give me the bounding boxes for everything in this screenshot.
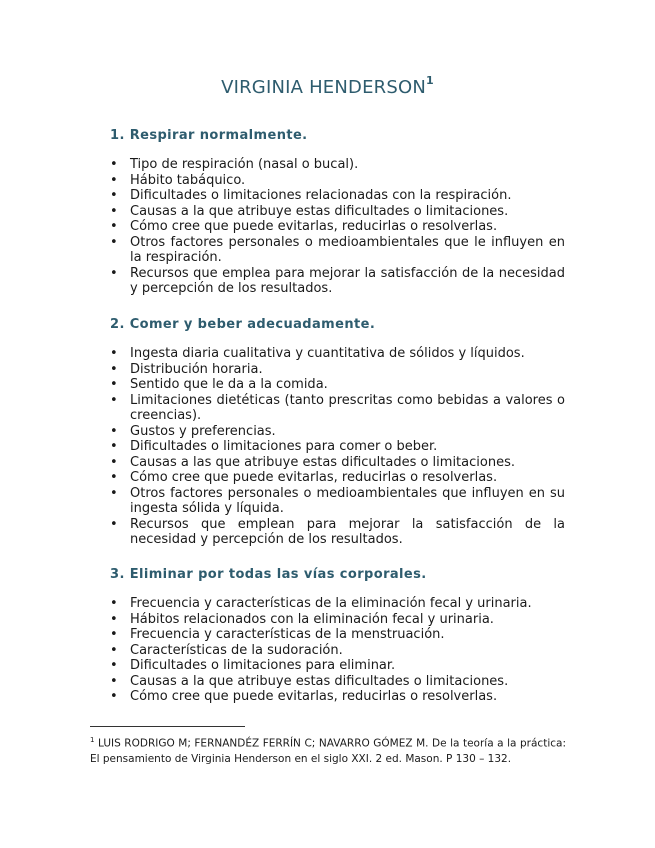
section-heading: 2. Comer y beber adecuadamente.	[110, 317, 376, 332]
list-item	[110, 439, 565, 455]
list-item	[110, 486, 565, 517]
list-item-text: Causas a la que atribuye estas dificultades o limitaciones.	[130, 673, 509, 689]
list-item	[110, 658, 565, 674]
list-item-text: Sentido que le da a la comida.	[130, 377, 328, 392]
list-item	[110, 266, 565, 297]
list-item-text: Frecuencia y características de la menstruación.	[130, 627, 445, 642]
list-item	[110, 470, 565, 486]
list-item-text: Otros factores personales o medioambientales que le influyen en la respiración.	[130, 234, 565, 265]
footnote-text: LUIS RODRIGO M; FERNANDÉZ FERRÍN C; NAVARRO GÓMEZ M. De la teoría a la práctica: El pensamiento de Virginia Henderson en el siglo XXI. 2 ed. Mason. P 130 – 132.	[90, 737, 566, 765]
bullet-icon: •	[110, 234, 118, 250]
list-item-text: Dificultades o limitaciones para eliminar.	[130, 658, 396, 673]
list-item	[110, 377, 565, 393]
bullet-icon: •	[110, 157, 118, 172]
footnote-separator	[90, 726, 245, 727]
bullet-icon: •	[110, 470, 118, 485]
bullet-icon: •	[110, 423, 118, 439]
list-item	[110, 157, 565, 173]
list-item-text: Gustos y preferencias.	[130, 423, 276, 439]
bullet-icon: •	[110, 689, 118, 704]
bullet-icon: •	[110, 265, 118, 281]
page-title	[0, 76, 655, 98]
list-item	[110, 627, 565, 643]
bullet-list	[110, 157, 565, 297]
bullet-icon: •	[110, 188, 118, 203]
bullet-icon: •	[110, 377, 118, 392]
list-item	[110, 424, 565, 440]
list-item	[110, 689, 565, 705]
list-item-text: Causas a la que atribuye estas dificultades o limitaciones.	[130, 203, 509, 219]
list-item	[110, 362, 565, 378]
section-heading: 1. Respirar normalmente.	[110, 128, 308, 143]
bullet-icon: •	[110, 658, 118, 673]
bullet-icon: •	[110, 485, 118, 501]
section-comer-beber	[110, 317, 565, 548]
bullet-list	[110, 596, 565, 705]
bullet-icon: •	[110, 454, 118, 470]
list-item	[110, 455, 565, 471]
list-item	[110, 188, 565, 204]
bullet-list	[110, 346, 565, 548]
list-item-text: Cómo cree que puede evitarlas, reducirlas o resolverlas.	[130, 219, 498, 234]
list-item-text: Hábito tabáquico.	[130, 172, 246, 188]
list-item-text: Características de la sudoración.	[130, 642, 343, 658]
list-item-text: Distribución horaria.	[130, 361, 263, 377]
bullet-icon: •	[110, 361, 118, 377]
title-text: VIRGINIA HENDERSON	[221, 77, 427, 98]
bullet-icon: •	[110, 642, 118, 658]
section-respirar	[110, 128, 565, 297]
list-item	[110, 674, 565, 690]
list-item-text: Tipo de respiración (nasal o bucal).	[130, 157, 359, 172]
bullet-icon: •	[110, 219, 118, 234]
list-item-text: Frecuencia y características de la eliminación fecal y urinaria.	[130, 596, 532, 611]
list-item-text: Cómo cree que puede evitarlas, reducirlas o resolverlas.	[130, 689, 498, 704]
list-item-text: Limitaciones dietéticas (tanto prescritas como bebidas a valores o creencias).	[130, 392, 565, 423]
bullet-icon: •	[110, 627, 118, 642]
list-item-text: Dificultades o limitaciones para comer o beber.	[130, 439, 438, 454]
list-item-text: Dificultades o limitaciones relacionadas con la respiración.	[130, 188, 512, 203]
list-item	[110, 517, 565, 548]
list-item-text: Ingesta diaria cualitativa y cuantitativa de sólidos y líquidos.	[130, 346, 525, 361]
bullet-icon: •	[110, 439, 118, 454]
list-item-text: Recursos que emplean para mejorar la satisfacción de la necesidad y percepción de los resultados.	[130, 516, 565, 547]
bullet-icon: •	[110, 596, 118, 611]
bullet-icon: •	[110, 516, 118, 532]
list-item	[110, 204, 565, 220]
bullet-icon: •	[110, 392, 118, 408]
list-item	[110, 612, 565, 628]
footnote-marker: 1	[90, 736, 95, 744]
bullet-icon: •	[110, 172, 118, 188]
list-item-text: Hábitos relacionados con la eliminación fecal y urinaria.	[130, 611, 494, 627]
bullet-icon: •	[110, 611, 118, 627]
list-item	[110, 173, 565, 189]
list-item-text: Recursos que emplea para mejorar la satisfacción de la necesidad y percepción de los resultados.	[130, 265, 565, 296]
list-item-text: Otros factores personales o medioambientales que influyen en su ingesta sólida y líquida.	[130, 485, 565, 516]
list-item	[110, 596, 565, 612]
title-footnote-marker[interactable]: 1	[426, 74, 434, 87]
list-item-text: Causas a las que atribuye estas dificultades o limitaciones.	[130, 454, 515, 470]
list-item	[110, 643, 565, 659]
list-item	[110, 219, 565, 235]
bullet-icon: •	[110, 346, 118, 361]
section-eliminar	[110, 567, 565, 705]
list-item	[110, 393, 565, 424]
section-heading: 3. Eliminar por todas las vías corporales.	[110, 567, 427, 582]
bullet-icon: •	[110, 203, 118, 219]
footnote	[90, 733, 566, 767]
list-item	[110, 346, 565, 362]
bullet-icon: •	[110, 673, 118, 689]
list-item	[110, 235, 565, 266]
list-item-text: Cómo cree que puede evitarlas, reducirlas o resolverlas.	[130, 470, 498, 485]
